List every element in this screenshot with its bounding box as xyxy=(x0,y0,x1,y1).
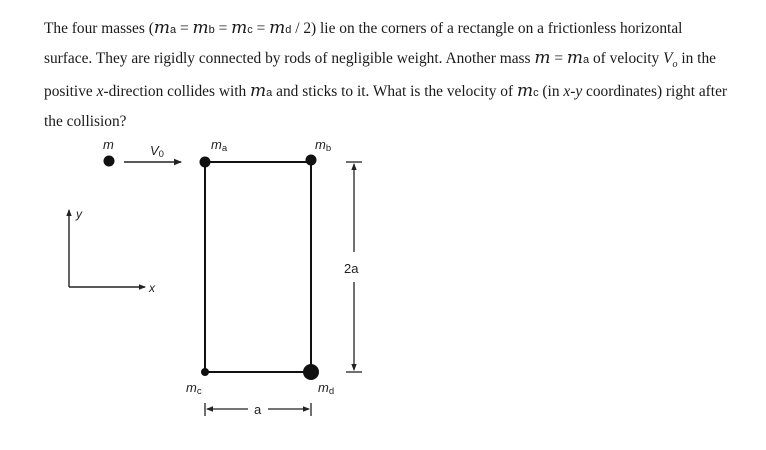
problem-text-part: The four masses ( xyxy=(44,20,154,37)
mass-a-label: ma xyxy=(211,137,228,154)
mass-d-label: md xyxy=(318,380,335,397)
xy-coordinates-symbol: x-y xyxy=(563,83,583,101)
equals-sign: = xyxy=(214,20,232,37)
mass-c-label: mc xyxy=(186,380,202,397)
dimension-a-label: a xyxy=(254,402,262,417)
rigid-rod-rectangle xyxy=(205,162,311,372)
mass-a-symbol: ma xyxy=(153,18,177,38)
mass-c-symbol: mc xyxy=(231,18,253,38)
problem-text-part: and sticks to it. What is the velocity of xyxy=(272,83,517,101)
mass-b-symbol: mb xyxy=(192,18,215,38)
mass-d-dot xyxy=(303,364,319,380)
mass-a-symbol: ma xyxy=(566,47,590,68)
problem-text-part: of velocity xyxy=(589,49,664,67)
mass-m-symbol: m xyxy=(534,47,551,68)
mass-m-dot xyxy=(104,156,115,167)
mass-b-dot xyxy=(306,155,317,166)
y-axis-label: y xyxy=(76,207,82,221)
mass-m-label: m xyxy=(103,137,114,152)
problem-text-part: -direction collides with xyxy=(103,83,251,101)
velocity-symbol: $V_o$ xyxy=(663,49,678,70)
x-axis-label: x xyxy=(149,281,155,295)
velocity-label: V0 xyxy=(150,143,164,160)
mass-a-dot xyxy=(200,157,211,168)
mass-b-label: mb xyxy=(315,137,332,154)
problem-text-part: lie on the corners of a rectangle on a frictionless horizontal surface. They are rigidly connected by rods of negligible weight. Another mass xyxy=(44,20,683,67)
equals-sign: = xyxy=(252,20,270,37)
mass-c-dot xyxy=(201,368,209,376)
equals-sign: = xyxy=(550,49,567,67)
x-direction-symbol: x xyxy=(96,83,104,101)
mass-a-symbol: ma xyxy=(250,81,273,102)
mass-c-symbol: mc xyxy=(516,81,539,102)
dimension-2a-label: 2a xyxy=(344,261,359,276)
mass-d-symbol: md xyxy=(269,18,292,38)
problem-text-part: in the positive xyxy=(44,49,716,101)
problem-text-part: (in xyxy=(538,83,564,101)
divide-by-two: / 2) xyxy=(291,20,317,37)
problem-text-part: coordinates) right after the collision? xyxy=(44,83,728,130)
equals-sign: = xyxy=(176,20,193,37)
